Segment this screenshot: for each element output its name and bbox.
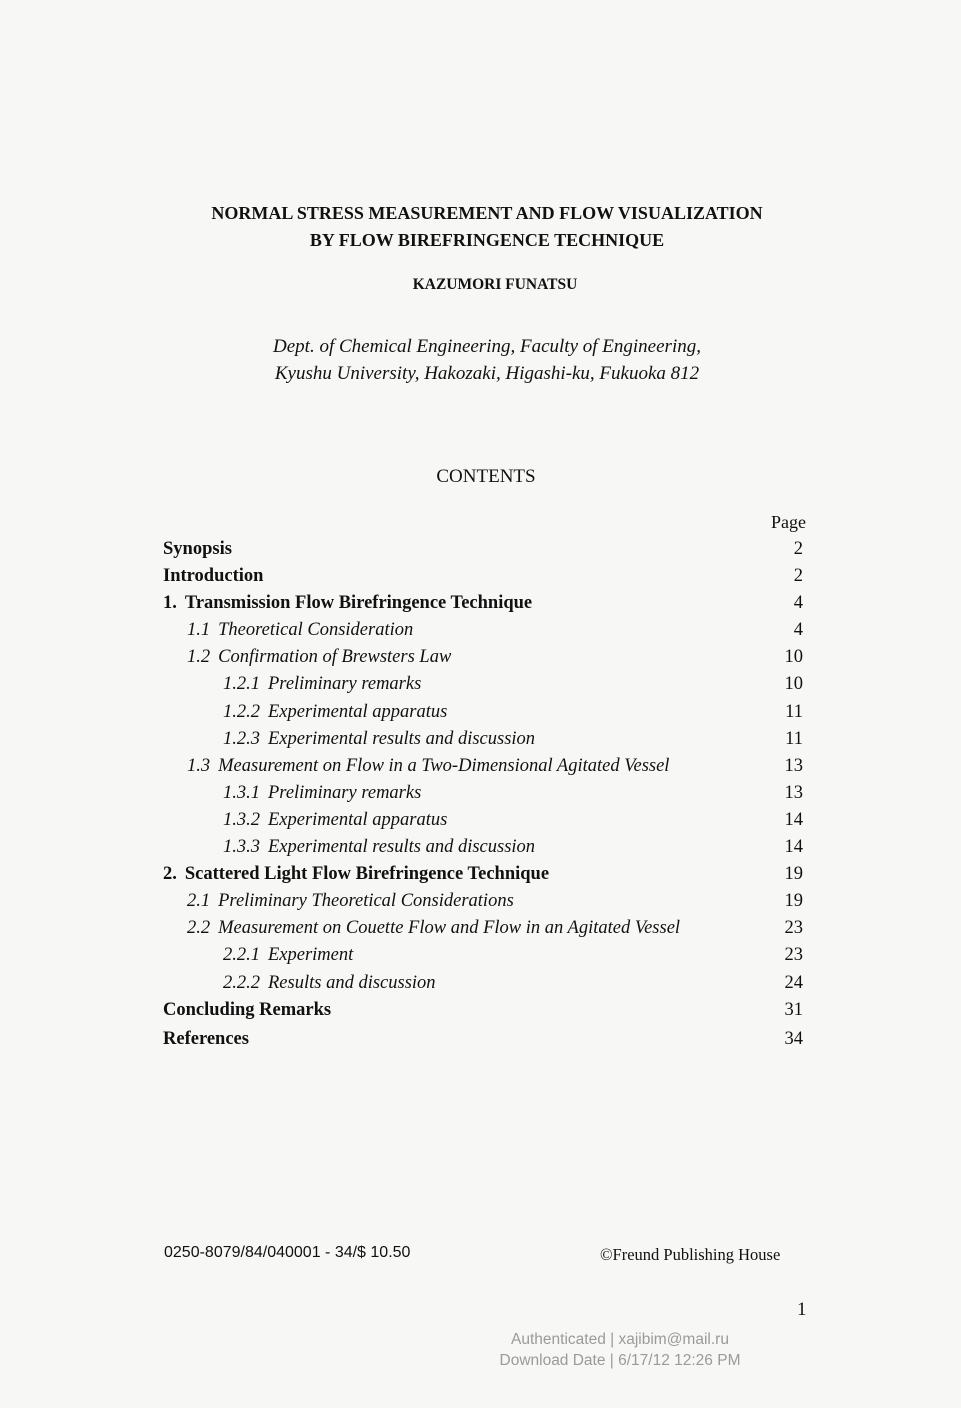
- toc-entry-page: 23: [784, 945, 803, 966]
- toc-entry-label: Experimental apparatus: [268, 701, 448, 722]
- author-name: KAZUMORI FUNATSU: [412, 276, 578, 293]
- toc-entry-number: 1.: [163, 593, 177, 614]
- toc-entry[interactable]: [161, 970, 811, 997]
- toc-entry-label: Concluding Remarks: [163, 999, 332, 1020]
- toc-entry-label: Measurement on Couette Flow and Flow in an Agitated Vessel: [218, 918, 681, 939]
- toc-entry[interactable]: [161, 942, 811, 969]
- toc-entry[interactable]: [161, 834, 811, 861]
- toc-entry[interactable]: [161, 563, 811, 590]
- toc-entry-label: Preliminary Theoretical Considerations: [218, 891, 514, 912]
- toc-entry-page: 4: [793, 593, 803, 614]
- toc-entry-page: 31: [784, 999, 803, 1020]
- toc-entry[interactable]: [161, 861, 811, 888]
- title-line-1: NORMAL STRESS MEASUREMENT AND FLOW VISUALIZATION: [211, 203, 763, 223]
- toc-entry[interactable]: [161, 888, 811, 915]
- publisher-credit: ©Freund Publishing House: [600, 1245, 781, 1264]
- toc-entry-label: Preliminary remarks: [268, 782, 422, 803]
- toc-entry[interactable]: [161, 915, 811, 942]
- toc-entry-label: Theoretical Consideration: [218, 620, 414, 641]
- affiliation-line-1: Dept. of Chemical Engineering, Faculty of Engineering,: [273, 336, 701, 357]
- toc-entry-number: 1.2.2: [223, 701, 260, 722]
- toc-entry-label: Synopsis: [163, 539, 232, 559]
- stamp-line-1: Authenticated | xajibim@mail.ru: [511, 1331, 729, 1348]
- toc-entry[interactable]: [161, 780, 811, 807]
- toc-entry-page: 10: [784, 674, 803, 695]
- toc-entry-number: 2.1: [187, 891, 211, 912]
- toc-entry-label: References: [163, 1028, 249, 1049]
- toc-entry-page: 14: [784, 837, 803, 858]
- toc-entry-page: 11: [785, 728, 803, 749]
- contents-heading: CONTENTS: [436, 466, 536, 487]
- toc-entry-page: 10: [784, 647, 803, 668]
- toc-entry[interactable]: [161, 997, 811, 1024]
- toc-entry-number: 1.2: [187, 647, 211, 668]
- download-stamp: [400, 1330, 840, 1371]
- toc-entry-label: Results and discussion: [268, 972, 436, 993]
- toc-entry-page: 34: [784, 1028, 803, 1049]
- toc-entry-label: Confirmation of Brewsters Law: [218, 647, 452, 668]
- toc-entry-page: 19: [784, 891, 803, 912]
- toc-entry-page: 2: [793, 566, 803, 587]
- toc-entry-number: 1.1: [187, 620, 211, 641]
- stamp-line-2: Download Date | 6/17/12 12:26 PM: [499, 1351, 741, 1369]
- toc-entry-page: 14: [784, 809, 803, 830]
- toc-entry-number: 2.: [163, 864, 177, 885]
- toc-entry[interactable]: [161, 699, 811, 726]
- toc-entry-number: 1.2.3: [223, 728, 260, 749]
- toc-entry-number: 1.3: [187, 755, 211, 776]
- toc-entry-label: Scattered Light Flow Birefringence Technique: [184, 864, 550, 885]
- toc-entry-page: 4: [793, 620, 803, 641]
- affiliation: [0, 333, 961, 387]
- page-column-label: Page: [771, 512, 806, 532]
- toc-entry[interactable]: [161, 617, 811, 644]
- table-of-contents: [161, 536, 811, 1055]
- toc-entry-label: Preliminary remarks: [268, 674, 422, 695]
- toc-entry[interactable]: [161, 726, 811, 753]
- toc-entry-label: Experiment: [268, 945, 354, 966]
- toc-entry-page: 11: [785, 701, 803, 722]
- toc-entry-page: 19: [784, 864, 803, 885]
- affiliation-line-2: Kyushu University, Hakozaki, Higashi-ku, Fukuoka 812: [274, 363, 700, 384]
- toc-entry-page: 13: [784, 782, 803, 803]
- toc-entry-label: Experimental results and discussion: [268, 728, 536, 749]
- toc-entry-label: Introduction: [163, 566, 264, 587]
- toc-entry[interactable]: [161, 807, 811, 834]
- toc-entry-number: 1.3.1: [223, 782, 260, 803]
- toc-entry[interactable]: [161, 753, 811, 780]
- paper-title: [0, 200, 961, 254]
- toc-entry[interactable]: [161, 536, 811, 563]
- journal-code: 0250-8079/84/040001 - 34/$ 10.50: [164, 1244, 411, 1261]
- toc-entry-label: Measurement on Flow in a Two-Dimensional Agitated Vessel: [218, 755, 670, 776]
- toc-entry-number: 2.2.2: [223, 972, 260, 993]
- toc-entry-page: 13: [784, 755, 803, 776]
- toc-entry-number: 1.2.1: [223, 674, 260, 695]
- page-number: 1: [797, 1299, 807, 1320]
- toc-entry-number: 2.2: [187, 918, 211, 939]
- toc-entry-page: 23: [784, 918, 803, 939]
- toc-entry-label: Experimental results and discussion: [268, 837, 536, 858]
- toc-entry[interactable]: [161, 671, 811, 698]
- toc-entry[interactable]: [161, 644, 811, 671]
- toc-entry[interactable]: [161, 590, 811, 617]
- toc-entry-label: Transmission Flow Birefringence Technique: [184, 593, 533, 614]
- toc-entry-number: 1.3.3: [223, 837, 260, 858]
- toc-entry[interactable]: [161, 1024, 811, 1055]
- toc-entry-label: Experimental apparatus: [268, 809, 448, 830]
- toc-entry-page: 2: [793, 539, 803, 559]
- toc-entry-page: 24: [784, 972, 803, 993]
- title-line-2: BY FLOW BIREFRINGENCE TECHNIQUE: [309, 230, 665, 250]
- toc-entry-number: 2.2.1: [223, 945, 260, 966]
- toc-entry-number: 1.3.2: [223, 809, 260, 830]
